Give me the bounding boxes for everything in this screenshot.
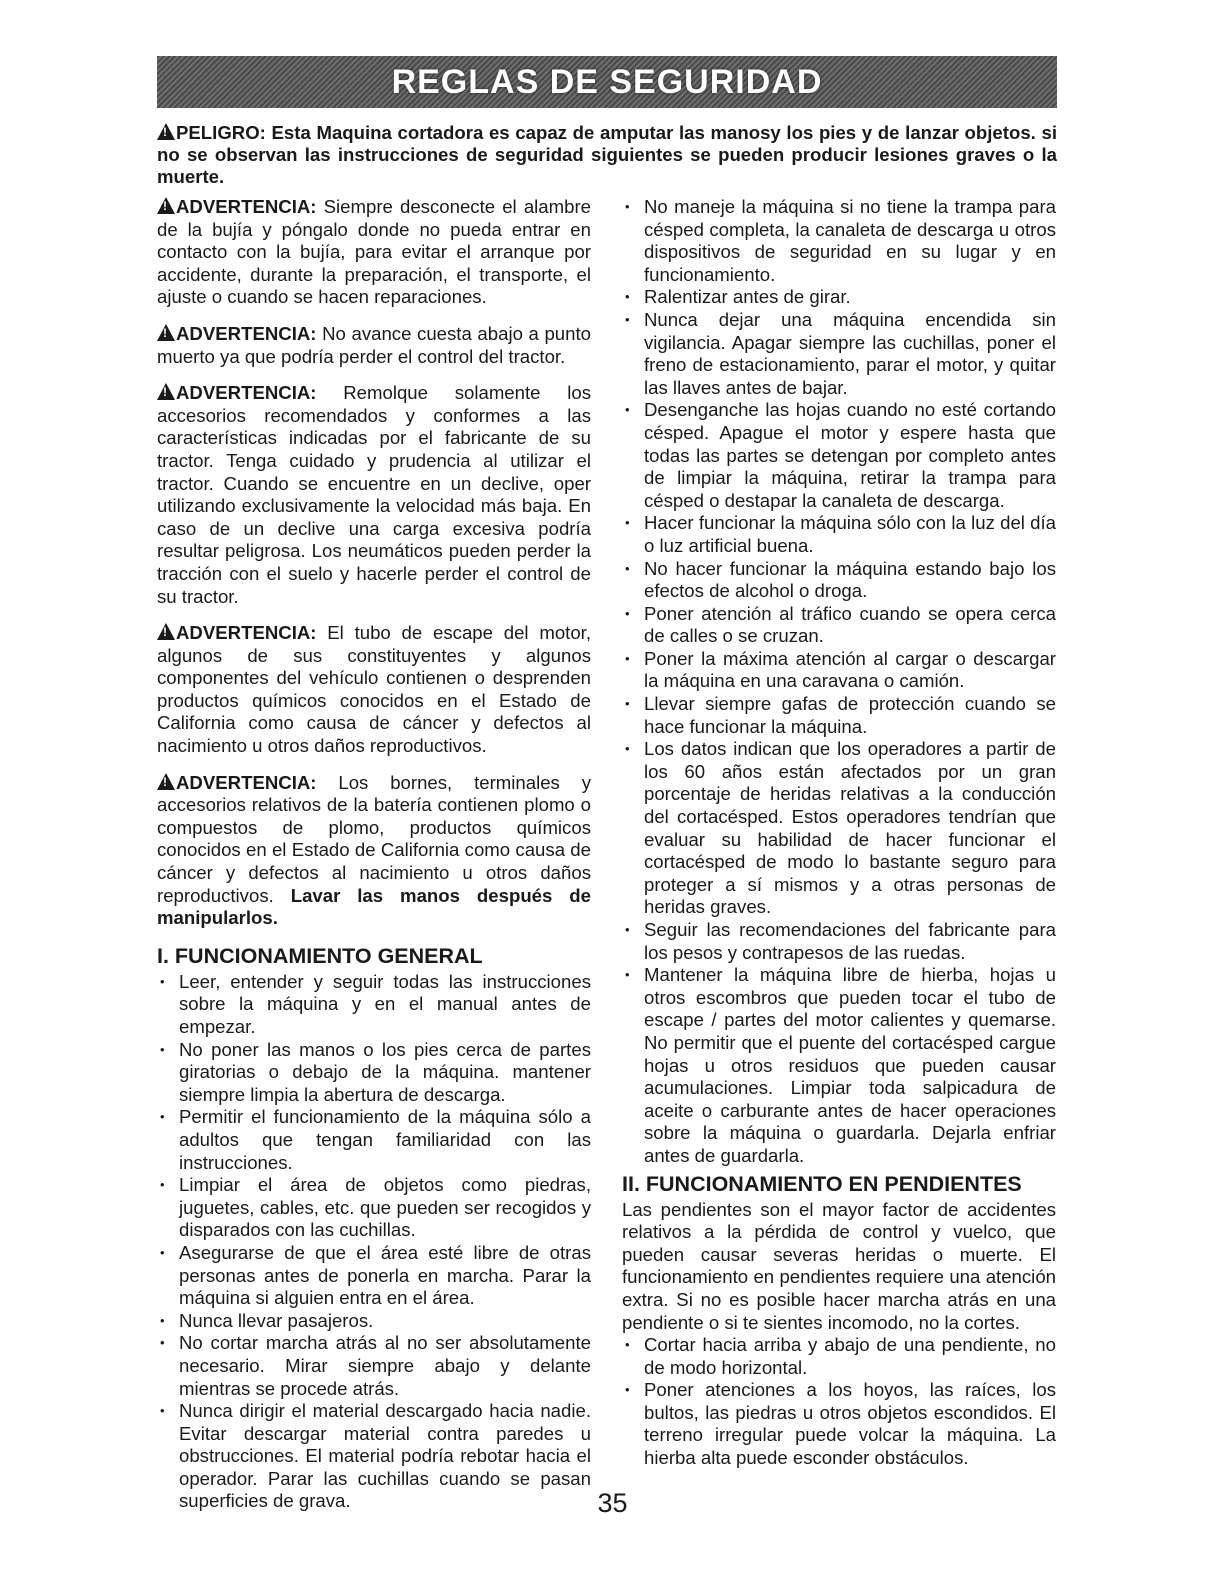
- list-item: • Leer, entender y seguir todas las instrucciones sobre la máquina y en el manual antes de empezar.: [157, 971, 591, 1039]
- list-item: • Seguir las recomendaciones del fabricante para los pesos y contrapesos de las ruedas.: [622, 919, 1056, 964]
- list-item: • Cortar hacia arriba y abajo de una pendiente, no de modo horizontal.: [622, 1334, 1056, 1379]
- list-item: • Desenganche las hojas cuando no esté cortando césped. Apague el motor y espere hasta que todas las partes se detengan por completo antes de limpiar la máquina, retirar la trampa para césped o destapar la canaleta de descarga.: [622, 399, 1056, 512]
- section-intro: Las pendientes son el mayor factor de accidentes relativos a la pérdida de control y vuelco, que pueden causar severas heridas o muerte. El funcionamiento en pendientes requiere una atención extra. Si no es posible hacer marcha atrás en una pendiente o si te sientes incomodo, no la cortes.: [622, 1198, 1056, 1333]
- warning-lead: ADVERTENCIA:: [176, 196, 317, 217]
- warning-triangle-icon: [157, 324, 175, 341]
- warning-lead: ADVERTENCIA:: [176, 322, 317, 344]
- list-item: • Nunca dirigir el material descargado hacia nadie. Evitar descargar material contra paredes u obstrucciones. El material podría rebotar hacia el operador. Parar las cuchillas cuando se pasan superficies de grava.: [157, 1400, 591, 1513]
- warning-paragraph: [157, 622, 591, 758]
- list-item: • Nunca dejar una máquina encendida sin vigilancia. Apagar siempre las cuchillas, poner el freno de estacionamiento, parar el motor, y quitar las llaves antes de bajar.: [622, 309, 1056, 399]
- list-item: • Llevar siempre gafas de protección cuando se hace funcionar la máquina.: [622, 693, 1056, 738]
- section-heading: I. FUNCIONAMIENTO GENERAL: [157, 943, 483, 968]
- list-item: • Hacer funcionar la máquina sólo con la luz del día o luz artificial buena.: [622, 512, 1056, 557]
- page-title: REGLAS DE SEGURIDAD: [391, 62, 823, 101]
- danger-notice: [157, 122, 1057, 188]
- list-item: • Los datos indican que los operadores a partir de los 60 años están afectados por un gran porcentaje de heridas relativas a la conducción del cortacésped. Estos operadores tendrían que evaluar su habilidad de hacer funcionar el cortacésped de modo lo bastante seguro para proteger a sí mismos y a otras personas de heridas graves.: [622, 738, 1056, 919]
- list-item: • No poner las manos o los pies cerca de partes giratorias o debajo de la máquina. mantener siempre limpia la abertura de descarga.: [157, 1039, 591, 1107]
- slope-operation-list: [622, 1334, 1056, 1470]
- list-item: • Poner atenciones a los hoyos, las raíces, los bultos, las piedras u otros objetos escondidos. El terreno irregular puede volcar la máquina. La hierba alta puede esconder obstáculos.: [622, 1379, 1056, 1469]
- danger-lead: PELIGRO:: [176, 122, 266, 143]
- list-item: • Poner la máxima atención al cargar o descargar la máquina en una caravana o camión.: [622, 648, 1056, 693]
- danger-text: Esta Maquina cortadora es capaz de amputar las manosy los pies y de lanzar objetos. si no se observan las instrucciones de seguridad siguientes se pueden producir lesiones graves o la muerte.: [157, 122, 1057, 187]
- general-operation-list-continued: [622, 196, 1056, 1168]
- list-item: • Asegurarse de que el área esté libre de otras personas antes de ponerla en marcha. Parar la máquina si alguien entra en el área.: [157, 1242, 591, 1310]
- warning-text: Remolque solamente los accesorios recomendados y conformes a las características indicadas por el fabricante de su tractor. Tenga cuidado y prudencia al utilizar el tractor. Cuando se encuentre en un declive, oper utilizando exclusivamente la velocidad más baja. En caso de un declive una carga excesiva podría resultar peligrosa. Los neumáticos pueden perder la tracción con el suelo y hacerle perder el control de su tractor.: [157, 382, 591, 607]
- warning-lead: ADVERTENCIA:: [176, 382, 317, 404]
- page-number: 35: [597, 1488, 628, 1518]
- warning-text: No avance cuesta abajo a punto muerto ya que podría perder el control del tractor.: [157, 322, 591, 367]
- warning-triangle-icon: [157, 383, 175, 400]
- left-column: [157, 196, 591, 1513]
- general-operation-list: [157, 971, 591, 1513]
- list-item: • Nunca llevar pasajeros.: [157, 1310, 591, 1333]
- list-item: • Limpiar el área de objetos como piedras, juguetes, cables, etc. que pueden ser recogidos y disparados con las cuchillas.: [157, 1174, 591, 1242]
- list-item: • No cortar marcha atrás al no ser absolutamente necesario. Mirar siempre abajo y delante mientras se procede atrás.: [157, 1332, 591, 1400]
- list-item: • Ralentizar antes de girar.: [622, 286, 1056, 309]
- warning-paragraph: [157, 772, 591, 930]
- warning-paragraph: [157, 196, 591, 309]
- list-item: • No hacer funcionar la máquina estando bajo los efectos de alcohol o droga.: [622, 558, 1056, 603]
- list-item: • Mantener la máquina libre de hierba, hojas u otros escombros que pueden tocar el tubo de escape / partes del motor calientes y quemarse. No permitir que el puente del cortacésped cargue hojas u otros residuos que pueden causar acumulaciones. Limpiar toda salpicadura de aceite o carburante antes de hacer operaciones sobre la máquina o guardarla. Dejarla enfriar antes de guardarla.: [622, 964, 1056, 1167]
- section-heading: II. FUNCIONAMIENTO EN PENDIENTES: [622, 1171, 1022, 1196]
- warning-triangle-icon: [157, 623, 175, 640]
- warning-paragraph: [157, 323, 591, 368]
- warning-text: Los bornes, terminales y accesorios relativos de la batería contienen plomo o compuestos de plomo, productos químicos conocidos en el Estado de California como causa de cáncer y defectos al nacimiento u otros daños reproductivos.: [157, 771, 591, 906]
- warning-lead: ADVERTENCIA:: [176, 622, 317, 644]
- warning-triangle-icon: [157, 773, 175, 790]
- list-item: • No maneje la máquina si no tiene la trampa para césped completa, la canaleta de descarga u otros dispositivos de seguridad en su lugar y en funcionamiento.: [622, 196, 1056, 286]
- warning-text: El tubo de escape del motor, algunos de sus constituyentes y algunos componentes del vehículo contienen o desprenden productos químicos conocidos en el Estado de California como causa de cáncer y defectos al nacimiento u otros daños reproductivos.: [157, 622, 591, 757]
- right-column: [622, 196, 1056, 1470]
- warning-text: Siempre desconecte el alambre de la bujía y póngalo donde no pueda entrar en contacto con la bujía, para evitar el arranque por accidente, durante la preparación, el transporte, el ajuste o cuando se hacen reparaciones.: [157, 196, 591, 308]
- list-item: • Permitir el funcionamiento de la máquina sólo a adultos que tengan familiaridad con las instrucciones.: [157, 1106, 591, 1174]
- page-banner: [157, 56, 1057, 108]
- warning-triangle-icon: [157, 197, 175, 214]
- warning-lead: ADVERTENCIA:: [176, 771, 317, 793]
- warning-paragraph: [157, 382, 591, 608]
- warning-triangle-icon: [157, 123, 175, 140]
- list-item: • Poner atención al tráfico cuando se opera cerca de calles o se cruzan.: [622, 603, 1056, 648]
- warning-bold-tail: Lavar las manos después de manipularlos.: [157, 884, 591, 929]
